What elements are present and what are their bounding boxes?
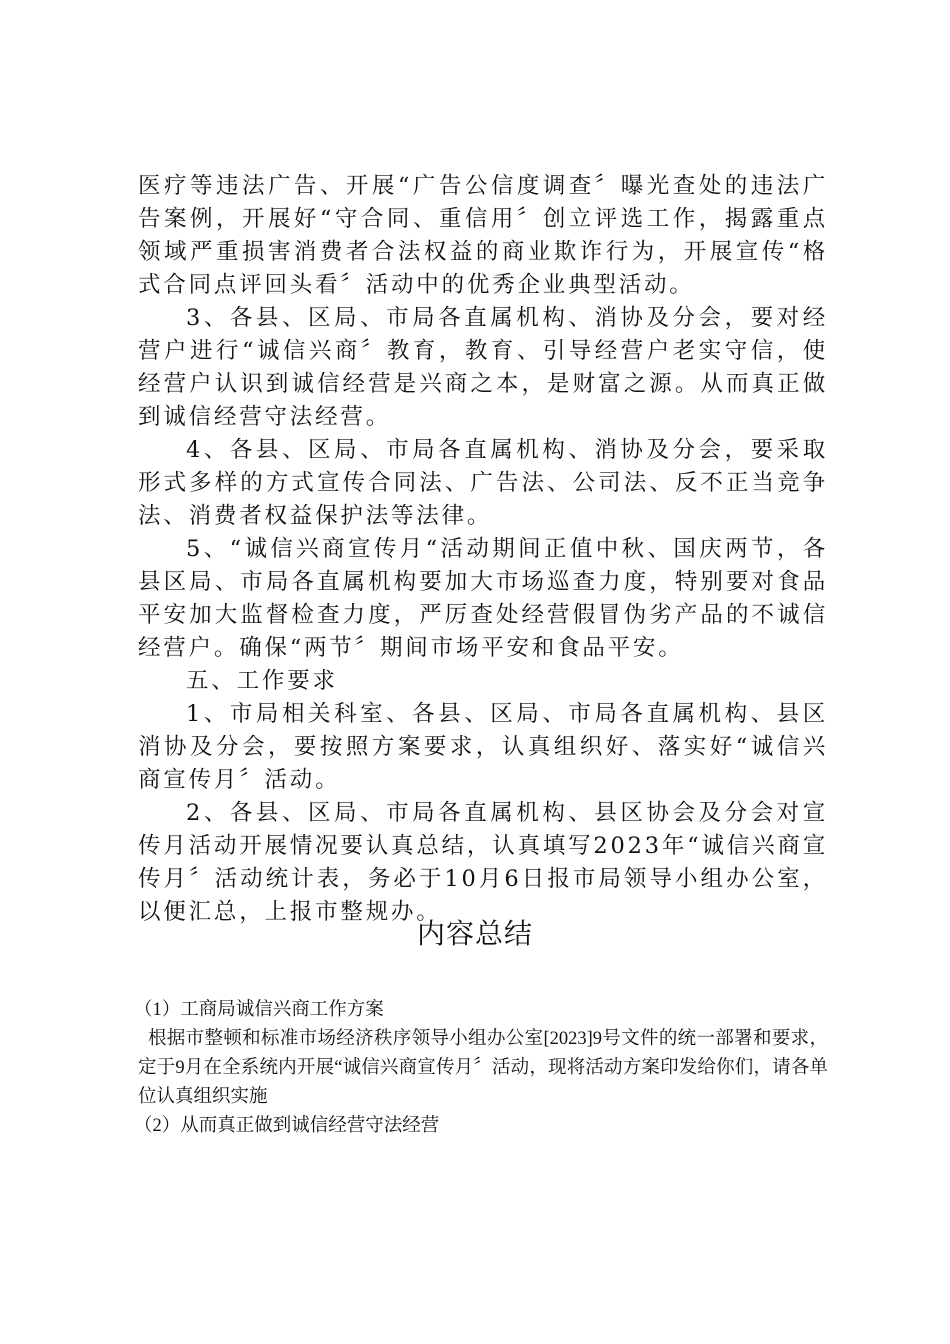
summary-item-1-text: 根据市整顿和标准市场经济秩序领导小组办公室[2023]9号文件的统一部署和要求，定于9月在全系统内开展“诚信兴商宣传月〞活动，现将活动方案印发给你们，请各单位认真组织实施 (138, 1029, 828, 1107)
requirement-paragraph-1: 1、市局相关科室、各县、区局、市局各直属机构、县区消协及分会，要按照方案要求，认真组织好、落实好“诚信兴商宣传月〞活动。 (138, 701, 828, 793)
section-heading-work-requirements: 五、工作要求 (186, 668, 338, 694)
summary-section (134, 996, 828, 1141)
document-body (138, 170, 828, 929)
body-paragraph-item-3: 3、各县、区局、市局各直属机构、消协及分会，要对经营户进行“诚信兴商〞教育，教育、引导经营户老实守信，使经营户认识到诚信经营是兴商之本，是财富之源。从而真正做到诚信经营守法经营。 (138, 305, 828, 430)
summary-item-2-heading: （2）从而真正做到诚信经营守法经营 (134, 1116, 440, 1136)
summary-title: 内容总结 (416, 917, 533, 950)
body-paragraph-continuation: 医疗等违法广告、开展“广告公信度调查〞曝光查处的违法广告案例，开展好“守合同、重信用〞创立评选工作，揭露重点领域严重损害消费者合法权益的商业欺诈行为，开展宣传“格式合同点评回头看〞活动中的优秀企业典型活动。 (138, 173, 828, 298)
body-paragraph-item-5: 5、“诚信兴商宣传月“活动期间正值中秋、国庆两节，各县区局、市局各直属机构要加大市场巡查力度，特别要对食品平安加大监督检查力度，严厉查处经营假冒伪劣产品的不诚信经营户。确保“两节〞期间市场平安和食品平安。 (138, 536, 828, 661)
summary-item-1-heading: （1）工商局诚信兴商工作方案 (134, 1000, 384, 1020)
body-paragraph-item-4: 4、各县、区局、市局各直属机构、消协及分会，要采取形式多样的方式宣传合同法、广告法、公司法、反不正当竞争法、消费者权益保护法等法律。 (138, 437, 828, 529)
requirement-paragraph-2: 2、各县、区局、市局各直属机构、县区协会及分会对宣传月活动开展情况要认真总结，认真填写2023年“诚信兴商宣传月〞活动统计表，务必于10月6日报市局领导小组办公室，以便汇总，上报市整规办。 (138, 800, 828, 925)
